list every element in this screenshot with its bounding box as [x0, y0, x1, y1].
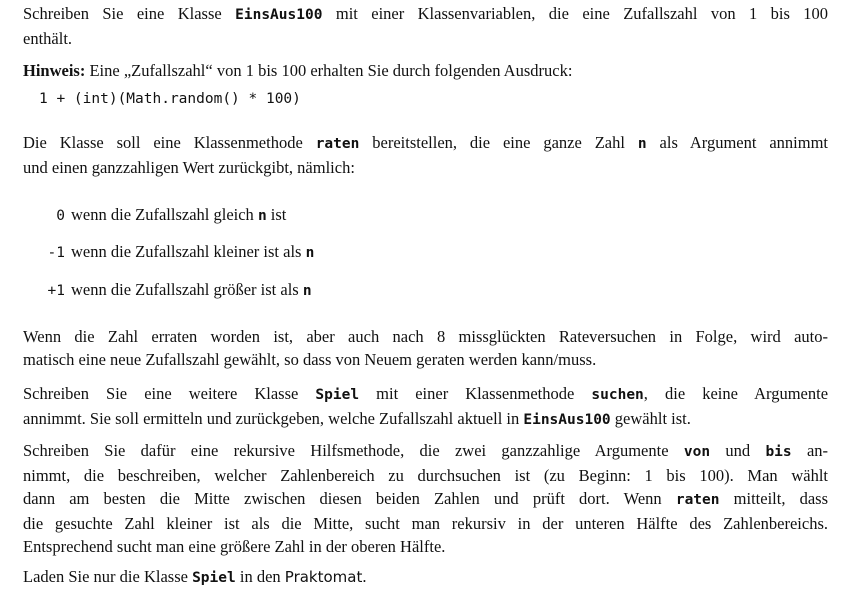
hint-paragraph: Hinweis: Eine „Zufallszahl“ von 1 bis 100 erhalten Sie durch folgenden Ausdruck:: [23, 61, 573, 80]
random-expression-code: 1 + (int)(Math.random() * 100): [39, 91, 301, 107]
return-value-item: -1 wenn die Zufallszahl kleiner ist als n: [47, 242, 315, 261]
class-name-code: EinsAus100: [235, 7, 323, 23]
spiel-class-paragraph: Schreiben Sie eine weitere Klasse Spiel mit einer Klassenmethode suchen, die keine Argumente annimmt. Sie soll ermitteln und zurückgeben, welche Zufallszahl aktuell in EinsAus100 gewählt ist.: [23, 384, 829, 428]
praktomat-label: Praktomat: [284, 568, 363, 586]
upload-instruction-paragraph: Laden Sie nur die Klasse Spiel in den Praktomat.: [23, 567, 367, 586]
return-value-item: 0 wenn die Zufallszahl gleich n ist: [56, 205, 287, 224]
recursion-paragraph: Schreiben Sie dafür eine rekursive Hilfsmethode, die zwei ganzzahlige Argumente von und bis an- nimmt, die beschreiben, welcher Zahlenbereich zu durchsuchen ist (zu Beginn: 1 bis 100). Man wählt dann am besten die Mitte zwischen diesen beiden Zahlen und prüft dort. Wenn raten mitteilt, dass die gesuchte Zahl kleiner ist als die Mitte, sucht man rekursiv in der unteren Hälfte des Zahlenbereichs. Entsprechend sucht man eine größere Zahl in der oberen Hälfte.: [23, 441, 829, 556]
intro-paragraph: Schreiben Sie eine Klasse EinsAus100 mit einer Klassenvariablen, die eine Zufallszahl von 1 bis 100 enthält.: [23, 4, 829, 48]
return-value-item: +1 wenn die Zufallszahl größer ist als n: [47, 280, 312, 299]
reset-paragraph: Wenn die Zahl erraten worden ist, aber auch nach 8 missglückten Rateversuchen in Folge, wird auto- matisch eine neue Zufallszahl gewählt, so dass von Neuem geraten werden kann/muss.: [23, 327, 828, 369]
hint-label: Hinweis:: [23, 61, 86, 80]
method-description-paragraph: Die Klasse soll eine Klassenmethode raten bereitstellen, die eine ganze Zahl n als Argument annimmt und einen ganzzahligen Wert zurückgibt, nämlich:: [23, 133, 829, 177]
